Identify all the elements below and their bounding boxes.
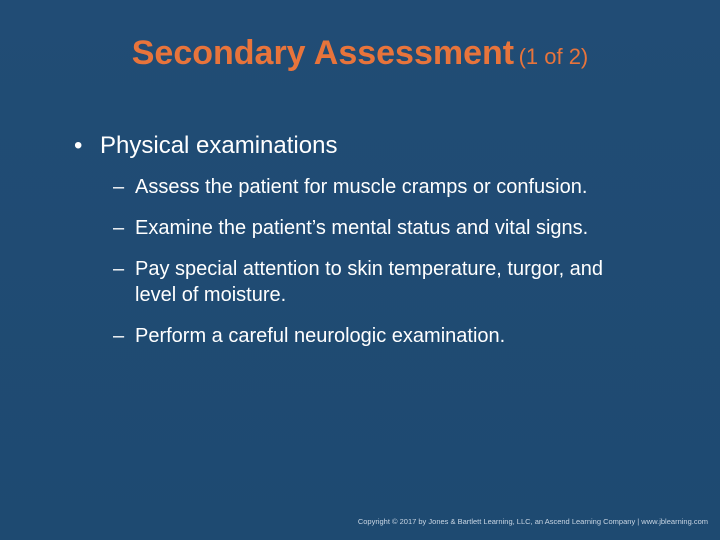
sub-bullet-item: [113, 174, 633, 200]
sub-bullet-item: [113, 323, 633, 349]
dash-icon: –: [113, 176, 125, 198]
bullet-physical-examinations: [74, 130, 337, 162]
bullet-dot-icon: •: [74, 132, 83, 159]
sub-bullet-item: [113, 215, 633, 241]
sub-bullet-text: Perform a careful neurologic examination.: [135, 325, 506, 347]
slide-title: [0, 34, 720, 73]
sub-bullet-item: [113, 256, 633, 308]
bullet-text: Physical examinations: [100, 132, 338, 159]
sub-bullet-text: Assess the patient for muscle cramps or confusion.: [135, 176, 588, 198]
dash-icon: –: [113, 258, 125, 280]
dash-icon: –: [113, 217, 125, 239]
copyright-footer: Copyright © 2017 by Jones & Bartlett Learning, LLC, an Ascend Learning Company | www.jblearning.com: [357, 517, 708, 526]
sub-bullet-text: Pay special attention to skin temperature, turgor, and level of moisture.: [135, 258, 604, 306]
slide-title-main: Secondary Assessment: [131, 34, 515, 72]
slide-title-sub: (1 of 2): [518, 44, 589, 69]
dash-icon: –: [113, 325, 125, 347]
sub-bullet-list: [113, 174, 633, 364]
sub-bullet-text: Examine the patient’s mental status and vital signs.: [135, 217, 589, 239]
